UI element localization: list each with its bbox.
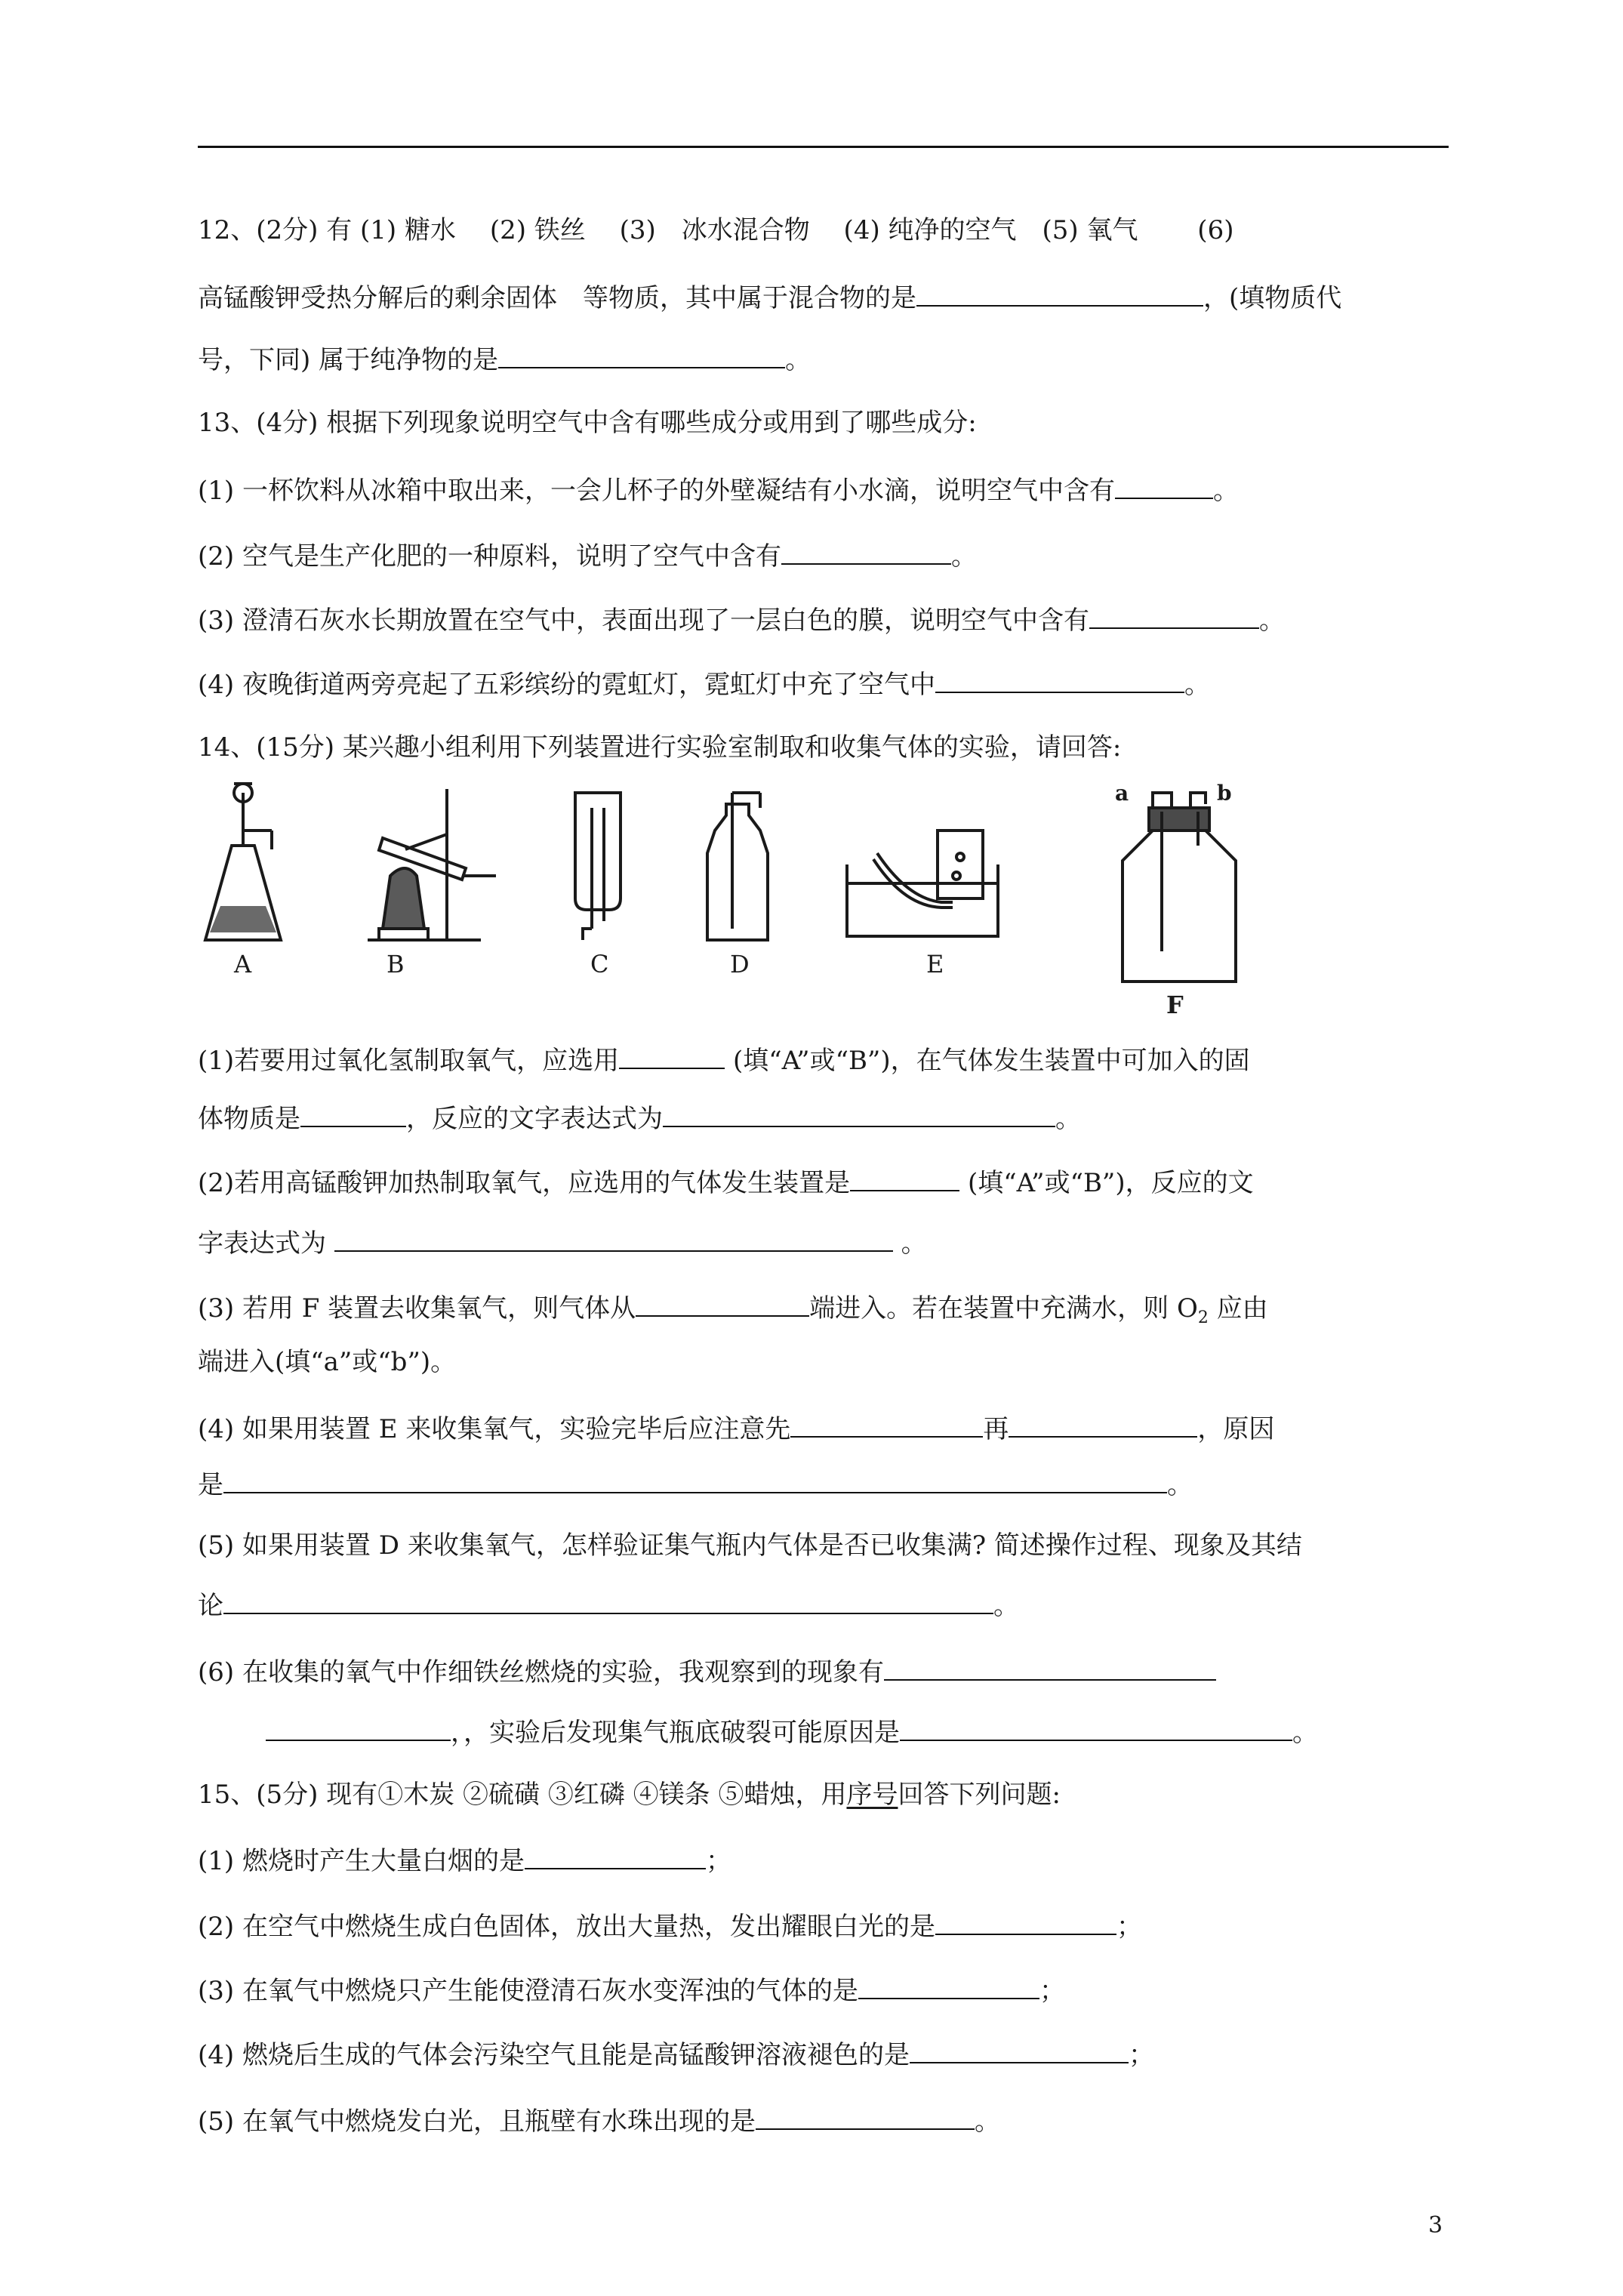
answer-blank[interactable] [756,2103,975,2130]
answer-blank[interactable] [498,341,785,368]
q15-s4: (4) 燃烧后生成的气体会污染空气且能是高锰酸钾溶液褪色的是 ； [198,2036,1451,2072]
q13-s1: (1) 一杯饮料从冰箱中取出来，一会儿杯子的外壁凝结有小水滴，说明空气中含有 。 [198,472,1451,507]
q14-p3-line1: (3) 若用 F 装置去收集氧气，则气体从 端进入。若在装置中充满水，则 $O_2$ 应由 [198,1290,1451,1335]
port-b-label: b [1217,781,1232,806]
q14-p2-line1: (2)若用高锰酸钾加热制取氧气，应选用的气体发生装置是 (填“A”或“B”)，反应的文 [198,1164,1451,1200]
answer-blank[interactable] [663,1100,1055,1127]
q14-p1-line1: (1)若要用过氧化氢制取氧气，应选用 (填“A”或“B”)，在气体发生装置中可加入的固 [198,1042,1451,1077]
apparatus-f-icon [1123,793,1236,982]
answer-blank[interactable] [900,1714,1292,1741]
answer-blank[interactable] [858,1972,1039,1999]
apparatus-b-icon [368,789,496,940]
label-c: C [590,950,609,978]
answer-blank[interactable] [223,1587,993,1614]
top-rule [198,146,1449,148]
answer-blank[interactable] [935,1908,1116,1935]
q13-title: 13、(4分) 根据下列现象说明空气中含有哪些成分或用到了哪些成分: [198,408,977,438]
q14-p4-line1: (4) 如果用装置 E 来收集氧气，实验完毕后应注意先 再 ，原因 [198,1410,1451,1446]
apparatus-c-icon [575,793,621,940]
q12-line-3: 号，下同) 属于纯净物的是 。 [198,341,1451,377]
label-e: E [926,950,944,978]
apparatus-figure [198,778,1451,1019]
q15-s5: (5) 在氧气中燃烧发白光，且瓶壁有水珠出现的是 。 [198,2103,1451,2138]
answer-blank[interactable] [781,538,951,565]
answer-blank[interactable] [1089,602,1259,629]
q15-s3: (3) 在氧气中燃烧只产生能使澄清石灰水变浑浊的气体的是 ； [198,1972,1451,2008]
label-f: F [1166,991,1184,1019]
q14-p4-line2: 是 。 [198,1466,1451,1502]
q14-p5-line2: 论 。 [198,1587,1451,1623]
q12-line-2: 高锰酸钾受热分解后的剩余固体 等物质，其中属于混合物的是 ，(填物质代 [198,279,1451,315]
answer-blank[interactable] [1115,472,1213,499]
answer-blank[interactable] [636,1290,809,1317]
label-d: D [730,950,750,978]
answer-blank[interactable] [525,1842,706,1869]
q12-line-1: 12、(2分) 有 (1) 糖水 (2) 铁丝 (3) 冰水混合物 (4) 纯净的空气 (5) 氧气 (6) [198,215,1234,245]
answer-blank[interactable] [850,1164,959,1191]
q14-p6-line2: ，，实验后发现集气瓶底破裂可能原因是 。 [266,1714,1519,1749]
q14-p6-line1: (6) 在收集的氧气中作细铁丝燃烧的实验，我观察到的现象有 [198,1653,1451,1689]
apparatus-d-icon [707,793,768,940]
label-b: B [387,950,405,978]
q14-p1-line2: 体物质是 ，反应的文字表达式为 。 [198,1100,1451,1136]
q14-p2-line2: 字表达式为 。 [198,1225,1451,1260]
q13-s2: (2) 空气是生产化肥的一种原料，说明了空气中含有 。 [198,538,1451,573]
answer-blank[interactable] [910,2036,1129,2063]
label-a: A [234,950,252,978]
q14-title: 14、(15分) 某兴趣小组利用下列装置进行实验室制取和收集气体的实验，请回答: [198,732,1122,763]
q13-s3: (3) 澄清石灰水长期放置在空气中，表面出现了一层白色的膜，说明空气中含有 。 [198,602,1451,637]
q14-p3-line2: 端进入(填“a”或“b”)。 [198,1347,457,1377]
port-a-label: a [1115,781,1129,806]
answer-blank[interactable] [1009,1410,1197,1438]
answer-blank[interactable] [300,1100,406,1127]
answer-blank[interactable] [334,1225,893,1252]
apparatus-e-icon [847,831,998,936]
answer-blank[interactable] [790,1410,983,1438]
q13-s4: (4) 夜晚街道两旁亮起了五彩缤纷的霓虹灯，霓虹灯中充了空气中 。 [198,666,1451,701]
q15-title: 15、(5分) 现有①木炭 ②硫磺 ③红磷 ④镁条 ⑤蜡烛，用序号回答下列问题: [198,1780,1061,1810]
q15-s2: (2) 在空气中燃烧生成白色固体，放出大量热，发出耀眼白光的是 ； [198,1908,1451,1943]
answer-blank[interactable] [266,1714,451,1741]
answer-blank[interactable] [884,1653,1216,1681]
answer-blank[interactable] [935,666,1184,693]
answer-blank[interactable] [619,1042,725,1069]
apparatus-drawing [198,778,1451,1019]
apparatus-a-icon [205,784,281,940]
answer-blank[interactable] [223,1466,1167,1493]
page-number: 3 [1428,2212,1443,2239]
answer-blank[interactable] [916,279,1203,307]
q15-s1: (1) 燃烧时产生大量白烟的是 ； [198,1842,1451,1878]
q14-p5-line1: (5) 如果用装置 D 来收集氧气，怎样验证集气瓶内气体是否已收集满? 简述操作过程、现象及其结 [198,1530,1302,1561]
